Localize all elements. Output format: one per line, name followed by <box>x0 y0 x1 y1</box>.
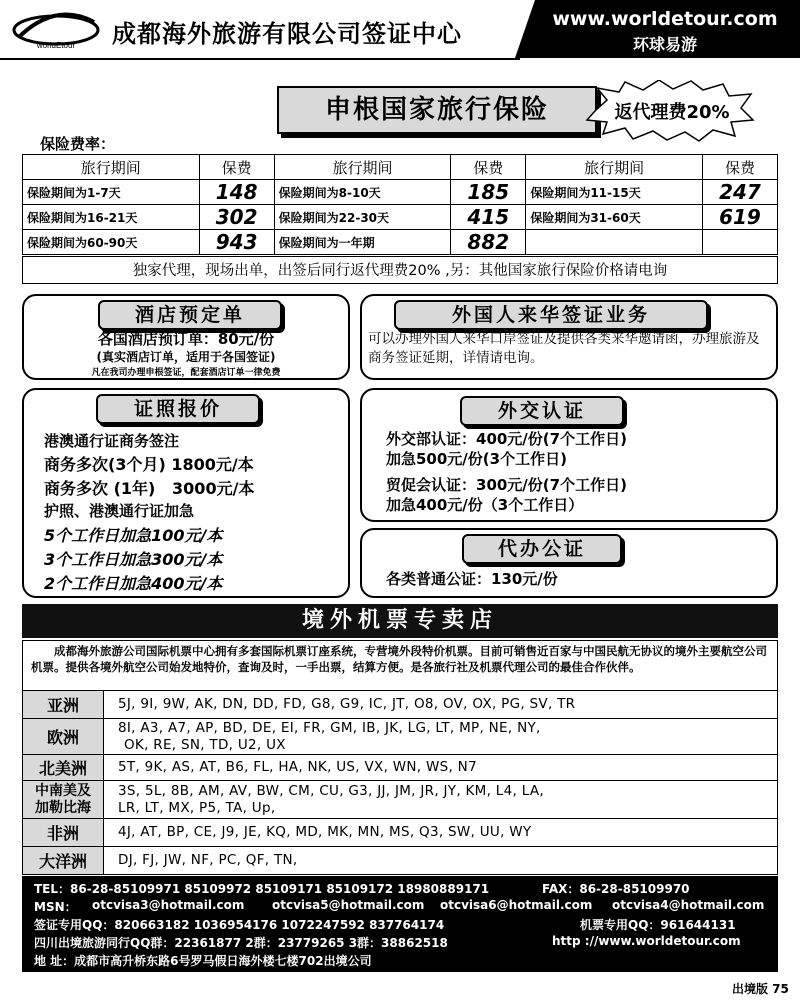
region-cell <box>23 781 104 819</box>
airline-codes-line: 4J, AT, BP, CE, J9, JE, KQ, MD, MK, MN, MS, Q3, SW, UU, WY <box>118 824 532 840</box>
airline-codes-cell <box>104 847 778 875</box>
qq-groups: 四川出境旅游同行QQ群：22361877 2群：23779265 3群：38862518 <box>34 936 448 950</box>
insurance-rate-table <box>22 154 778 255</box>
premium-cell: 247 <box>702 180 777 205</box>
cert-line: 加急400元/份（3个工作日） <box>386 496 584 514</box>
price-line: 港澳通行证商务签注 <box>44 432 180 450</box>
cert-line: 贸促会认证：300元/份(7个工作日) <box>386 476 627 494</box>
premium-cell: 302 <box>199 205 274 230</box>
premium-cell: 185 <box>451 180 526 205</box>
brand-name: 环球易游 <box>632 35 697 54</box>
insurance-note: 独家代理，现场出单，出签后同行返代理费20% ,另：其他国家旅行保险价格请电询 <box>22 256 778 284</box>
company-logo-icon <box>10 8 102 50</box>
period-cell: 保险期间为11-15天 <box>526 180 703 205</box>
period-cell: 保险期间为16-21天 <box>23 205 200 230</box>
company-name: 成都海外旅游有限公司签证中心 <box>112 20 462 48</box>
table-row <box>23 205 778 230</box>
hotel-booking-title: 酒店预定单 <box>98 300 282 330</box>
cert-line: 加急500元/份(3个工作日) <box>386 450 567 468</box>
column-header: 保费 <box>199 155 274 180</box>
table-row <box>23 230 778 255</box>
premium-cell: 415 <box>451 205 526 230</box>
cert-line: 外交部认证：400元/份(7个工作日) <box>386 430 627 448</box>
msn-email[interactable]: otcvisa4@hotmail.com <box>612 898 765 912</box>
price-line: 5个工作日加急100元/本 <box>44 526 223 545</box>
table-row <box>23 755 778 781</box>
premium-cell: 148 <box>199 180 274 205</box>
ticket-qq: 机票专用QQ：961644131 <box>580 918 736 932</box>
region-name-line: 中南美及 <box>35 782 91 799</box>
premium-cell: 943 <box>199 230 274 255</box>
region-name-line: 加勒比海 <box>35 799 91 816</box>
airline-codes-cell <box>104 819 778 847</box>
period-cell: 保险期间为1-7天 <box>23 180 200 205</box>
fax: FAX：86-28-85109970 <box>542 882 690 896</box>
header <box>0 0 800 58</box>
foreign-visa-text: 可以办理外国人来华口岸签证及提供各类来华邀请函，办理旅游及商务签证延期，详情请电询。 <box>368 331 760 366</box>
table-row <box>23 691 778 719</box>
airline-codes-cell <box>104 781 778 819</box>
period-cell <box>526 230 703 255</box>
table-row <box>23 819 778 847</box>
period-cell: 保险期间为8-10天 <box>274 180 451 205</box>
airline-codes-line: 5J, 9I, 9W, AK, DN, DD, FD, G8, G9, IC, JT, O8, OV, OX, PG, SV, TR <box>118 696 576 712</box>
column-header: 旅行期间 <box>526 155 703 180</box>
contact-panel <box>22 876 778 972</box>
airline-codes-cell <box>104 755 778 781</box>
column-header: 旅行期间 <box>23 155 200 180</box>
svg-text:worldEtour: worldEtour <box>36 41 76 50</box>
airline-codes-cell <box>104 691 778 719</box>
msn-email[interactable]: otcvisa3@hotmail.com <box>92 898 245 912</box>
region-cell: 大洋洲 <box>23 847 104 875</box>
period-cell: 保险期间为22-30天 <box>274 205 451 230</box>
premium-cell: 882 <box>451 230 526 255</box>
region-name <box>23 783 103 817</box>
price-line: 商务多次(3个月) 1800元/本 <box>44 455 254 474</box>
column-header: 保费 <box>451 155 526 180</box>
visa-qq: 签证专用QQ：820663182 1036954176 1072247592 837764174 <box>34 918 445 932</box>
hotel-note: 凡在我司办理申根签证，配套酒店订单一律免费 <box>91 368 281 378</box>
airline-codes-line: 5T, 9K, AS, AT, B6, FL, HA, NK, US, VX, WN, WS, N7 <box>118 759 477 775</box>
airline-codes-line: OK, RE, SN, TD, U2, UX <box>124 736 286 753</box>
airline-table <box>22 690 778 875</box>
document-price-title: 证照报价 <box>96 394 260 424</box>
ticket-description: 成都海外旅游公司国际机票中心拥有多套国际机票订座系统，专营境外段特价机票。目前可销售近百家与中国民航无协议的境外主要航空公司机票。提供各境外航空公司始发地特价，查询及时，一手出票，结算方便。是各旅行社及机票代理公司的最佳合作伙伴。 <box>22 640 778 690</box>
region-cell: 亚洲 <box>23 691 104 719</box>
price-line: 2个工作日加急400元/本 <box>44 574 223 593</box>
insurance-title: 申根国家旅行保险 <box>277 86 597 134</box>
address: 地 址：成都市高升桥东路6号罗马假日海外楼七楼702出境公司 <box>34 954 372 968</box>
notary-title: 代办公证 <box>462 534 622 564</box>
price-line: 3个工作日加急300元/本 <box>44 550 223 569</box>
website-url[interactable]: www.worldetour.com <box>552 8 778 30</box>
diplomatic-cert-title: 外交认证 <box>460 396 624 426</box>
region-cell: 欧洲 <box>23 719 104 755</box>
airline-codes-cell <box>104 719 778 755</box>
premium-cell <box>702 230 777 255</box>
price-line: 护照、港澳通行证加急 <box>44 502 195 520</box>
table-row <box>23 847 778 875</box>
hotel-subtitle: (真实酒店订单，适用于各国签证) <box>96 350 276 364</box>
website-link[interactable]: http ://www.worldetour.com <box>552 934 741 948</box>
ticket-banner: 境外机票专卖店 <box>22 604 778 638</box>
telephone: TEL：86-28-85109971 85109972 85109171 85109172 18980889171 <box>34 882 490 896</box>
airline-codes-line: DJ, FJ, JW, NF, PC, QF, TN, <box>118 852 298 868</box>
foreign-visa-title: 外国人来华签证业务 <box>394 300 708 330</box>
msn-label: MSN： <box>34 900 77 914</box>
column-header: 保费 <box>702 155 777 180</box>
table-header-row <box>23 155 778 180</box>
region-cell: 北美洲 <box>23 755 104 781</box>
rebate-label: 返代理费20% <box>614 102 730 123</box>
airline-codes-line: 3S, 5L, 8B, AM, AV, BW, CM, CU, G3, JJ, JM, JR, JY, KM, L4, LA, <box>118 782 544 799</box>
airline-codes-line: LR, LT, MX, P5, TA, Up, <box>118 799 276 816</box>
price-line: 商务多次 (1年) 3000元/本 <box>44 479 255 498</box>
msn-email[interactable]: otcvisa6@hotmail.com <box>440 898 593 912</box>
table-row <box>23 719 778 755</box>
msn-email[interactable]: otcvisa5@hotmail.com <box>272 898 425 912</box>
airline-codes-line: 8I, A3, A7, AP, BD, DE, EI, FR, GM, IB, JK, LG, LT, MP, NE, NY, <box>118 719 541 736</box>
page-number: 出境版 75 <box>732 982 789 996</box>
period-cell: 保险期间为60-90天 <box>23 230 200 255</box>
table-row <box>23 180 778 205</box>
rate-label: 保险费率： <box>40 135 116 153</box>
notary-text: 各类普通公证：130元/份 <box>386 570 558 588</box>
period-cell: 保险期间为一年期 <box>274 230 451 255</box>
premium-cell: 619 <box>702 205 777 230</box>
period-cell: 保险期间为31-60天 <box>526 205 703 230</box>
hotel-price: 各国酒店预订单：80元/份 <box>97 330 275 348</box>
column-header: 旅行期间 <box>274 155 451 180</box>
region-cell: 非洲 <box>23 819 104 847</box>
table-row <box>23 781 778 819</box>
